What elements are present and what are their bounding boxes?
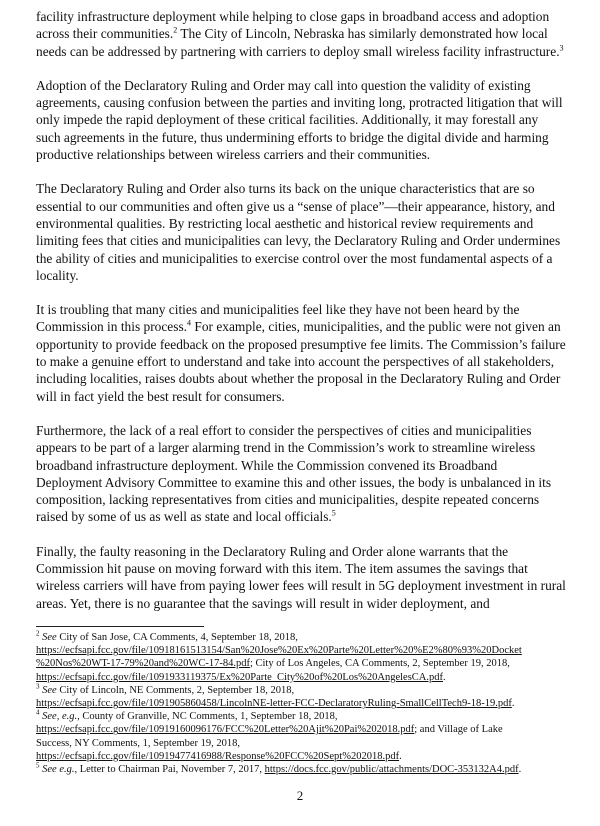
- footnote-3-link[interactable]: https://ecfsapi.fcc.gov/file/1091905860458/LincolnNE-letter-FCC-DeclaratoryRuling-SmallCellTech9-18-19.pdf: [36, 698, 512, 710]
- footnote-divider: [36, 626, 204, 627]
- footnote-5-link[interactable]: https://docs.fcc.gov/public/attachments/DOC-353132A4.pdf: [264, 764, 519, 776]
- body-text: [36, 8, 566, 629]
- footnote-4-link-1[interactable]: https://ecfsapi.fcc.gov/file/10919160096176/FCC%20Letter%20Ajit%20Pai%202018.pdf: [36, 724, 415, 736]
- footnote-2-link-2[interactable]: https://ecfsapi.fcc.gov/file/1091933119375/Ex%20Parte_City%20of%20Los%20AngelesCA.pdf: [36, 671, 443, 683]
- footnote-4: $^4$ See, e.g., County of Granville, NC Comments, 1, September 18, 2018,: [36, 708, 338, 723]
- paragraph-6: Finally, the faulty reasoning in the Declaratory Ruling and Order alone warrants that the Commission hit pause on moving forward with this item. The item assumes the savings that wireless carriers will have from paying lower fees will result in 5G deployment investment in rural areas. Yet, there is no guarantee that the savings will result in wider deployment, and: [36, 543, 566, 611]
- footnote-5: $^5$ See e.g., Letter to Chairman Pai, November 7, 2017, https://docs.fcc.gov/public/attachments/DOC-353132A4.pdf.: [36, 761, 522, 776]
- paragraph-4: It is troubling that many cities and municipalities feel like they have not been heard by the Commission in this process.$^4$ For example, cities, municipalities, and the public were not given an opportunity to provide feedback on the proposed presumptive fee limits. The Commission’s failure to make a genuine effort to understand and take into account the perspectives of all stakeholders, including localities, raises doubts about whether the proposal in the Declaratory Ruling and Order will in fact yield the best result for consumers.: [36, 302, 566, 404]
- footnote-ref-3[interactable]: 3: [559, 43, 564, 53]
- footnote-ref-2[interactable]: 2: [173, 25, 178, 35]
- paragraph-5: Furthermore, the lack of a real effort to consider the perspectives of cities and municipalities appears to be part of a larger alarming trend in the Commission’s work to streamline wireless broadband infrastructure deployment. While the Commission convened its Broadband Deployment Advisory Committee to examine this and other issues, the body is unbalanced in its composition, lacking representatives from cities and municipalities, despite repeated concerns raised by some of us as well as state and local officials.$^5$: [36, 422, 552, 525]
- footnote-ref-4[interactable]: 4: [187, 318, 192, 328]
- footnote-2-link-1[interactable]: https://ecfsapi.fcc.gov/file/10918161513154/San%20Jose%20Ex%20Parte%20Letter%20%E2%80%93%20Docket: [36, 645, 522, 657]
- footnote-ref-5[interactable]: 5: [331, 508, 336, 518]
- paragraph-2: Adoption of the Declaratory Ruling and Order may call into question the validity of existing agreements, causing confusion between the parties and inviting long, protracted litigation that will only impede the rapid deployment of these critical facilities. Additionally, it may forestall any such agreements in the future, thus undermining efforts to bridge the digital divide and harming productive relationships between wireless carriers and their communities.: [36, 77, 563, 163]
- footnote-2: $^2$ See City of San Jose, CA Comments, 4, September 18, 2018,: [36, 629, 298, 643]
- page-number: 2: [296, 788, 304, 803]
- footnote-4-link-2[interactable]: https://ecfsapi.fcc.gov/file/10919477416988/Response%20FCC%20Sept%202018.pdf: [36, 750, 400, 762]
- paragraph-3: The Declaratory Ruling and Order also turns its back on the unique characteristics that are so essential to our communities and often give us a “sense of place”—their appearance, history, and environmental qualities. By restricting local aesthetic and historical review requirements and limiting fees that cities and municipalities can levy, the Declaratory Ruling and Order undermines the ability of cities and municipalities to exercise control over the most fundamental aspects of a locality.: [36, 181, 561, 283]
- footnote-2-link-1-cont[interactable]: %20Nos%20WT-17-79%20and%20WC-17-84.pdf: [36, 658, 250, 670]
- footnotes: $^2$ See City of San Jose, CA Comments, 4, September 18, 2018, https://ecfsapi.fcc.gov/file/10918161513154/San%20Jose%20Ex%20Parte%20Letter%20%E2%80%93%20Docket %20Nos%20WT-17-79%20and%20WC-17-84.pdf; City of Los Angeles, CA Comments, 2, September 19, 2018, https://ecfsapi.fcc.gov/file/1091933119375/Ex%20Parte_City%20of%20Los%20AngelesCA.pdf. $^3$ See City of Lincoln, NE Comments, 2, September 18, 2018, https://ecfsapi.fcc.gov/file/1091905860458/LincolnNE-letter-FCC-DeclaratoryRuling-SmallCellTech9-18-19.pdf. $^4$ See, e.g., County of Granville, NC Comments, 1, September 18, 2018, https://ecfsapi.fcc.gov/file/10919160096176/FCC%20Letter%20Ajit%20Pai%202018.pdf; and Village of Lake Success, NY Comments, 1, September 19, 2018, https://ecfsapi.fcc.gov/file/10919477416988/Response%20FCC%20Sept%202018.pdf. $^5$ See e.g., Letter to Chairman Pai, November 7, 2017, https://docs.fcc.gov/public/attachments/DOC-353132A4.pdf.: [36, 631, 568, 776]
- paragraph-1: facility infrastructure deployment while helping to close gaps in broadband access and adoption across their communities.$^2$ The City of Lincoln, Nebraska has similarly demonstrated how local needs can be addressed by partnering with carriers to deploy small wireless facility infrastructure.$^3$: [36, 9, 564, 59]
- footnote-3: $^3$ See City of Lincoln, NE Comments, 2, September 18, 2018,: [36, 682, 295, 696]
